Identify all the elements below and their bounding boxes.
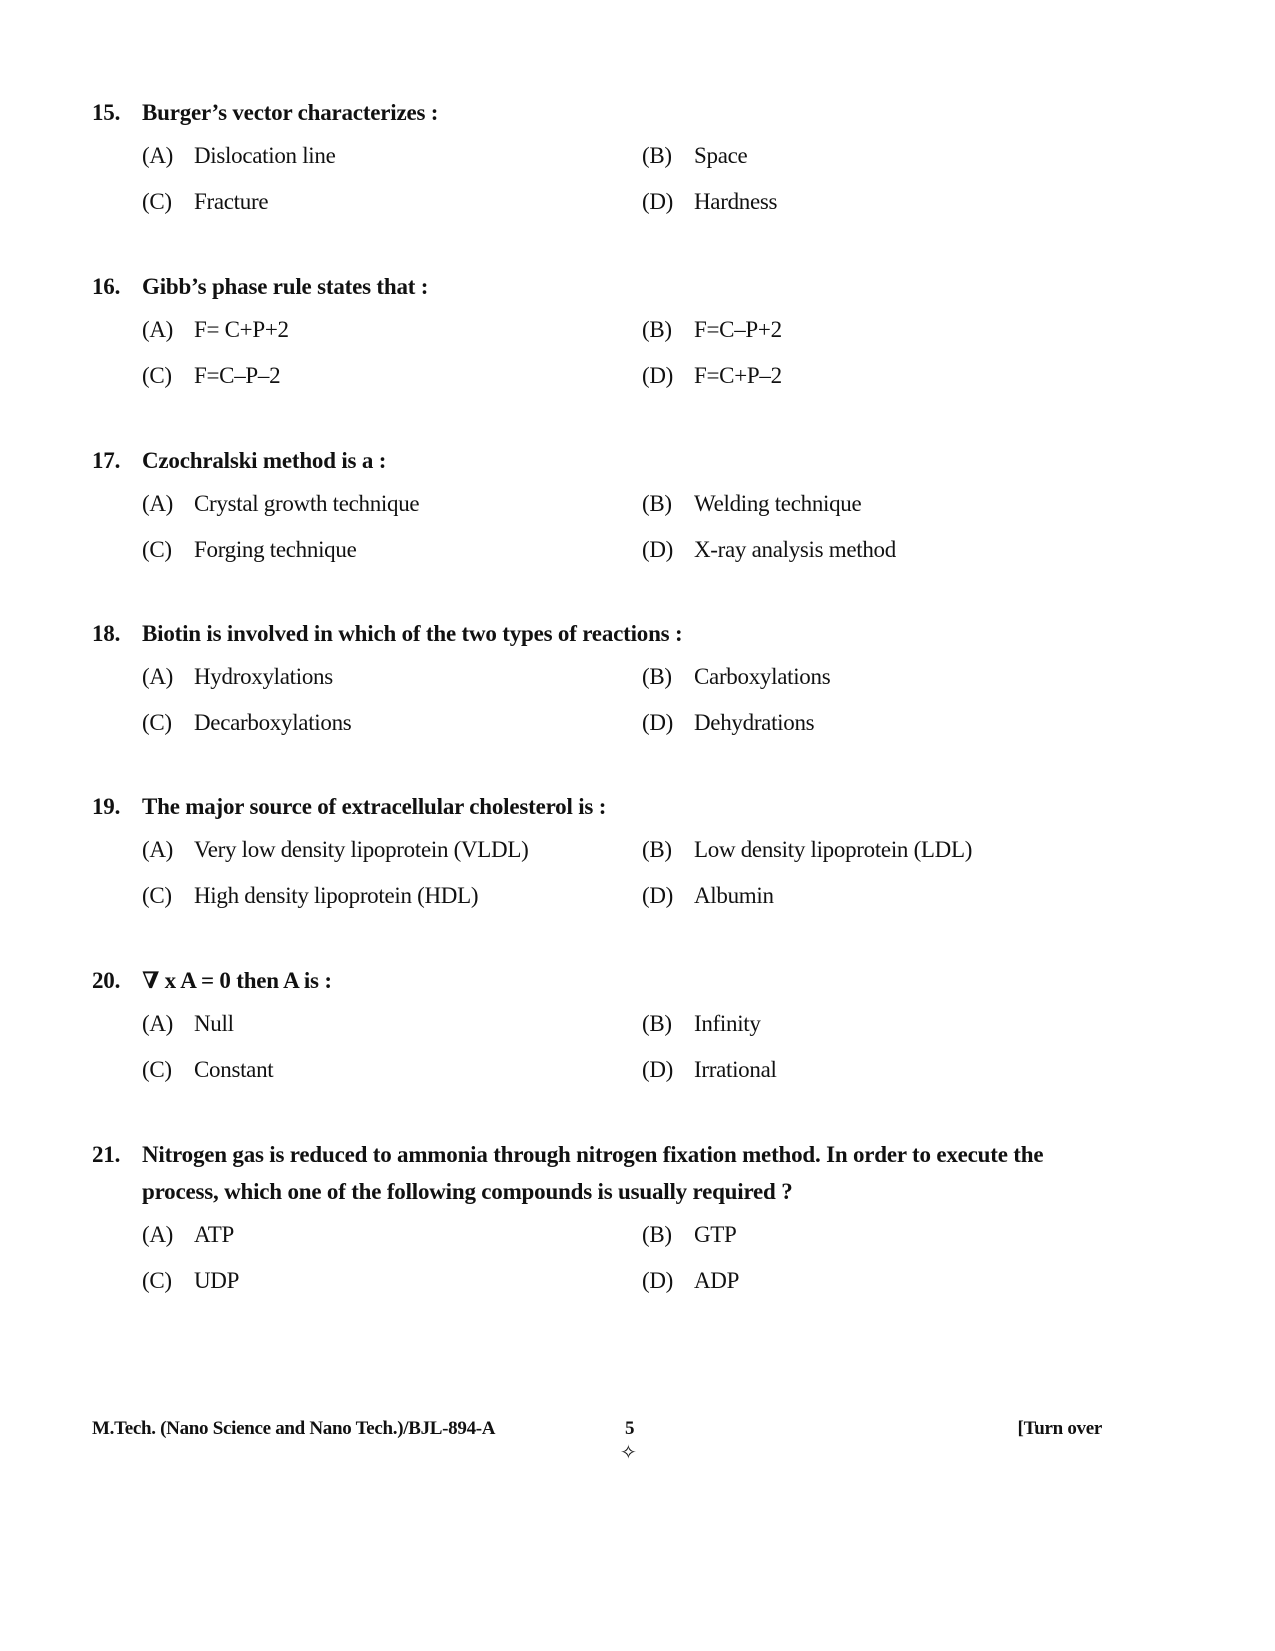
option-c xyxy=(142,700,642,746)
question-16 xyxy=(92,268,1122,399)
question-number: 21. xyxy=(92,1142,121,1167)
option-text: Low density lipoprotein (LDL) xyxy=(694,837,973,862)
option-text: F=C–P+2 xyxy=(694,317,782,342)
option-b xyxy=(642,307,1122,353)
option-row xyxy=(142,1258,1122,1304)
option-c xyxy=(142,873,642,919)
option-text: Forging technique xyxy=(194,537,357,562)
option-row xyxy=(142,1001,1122,1047)
option-letter: (A) xyxy=(142,317,174,342)
option-text: Carboxylations xyxy=(694,664,831,689)
option-text: Albumin xyxy=(694,883,774,908)
option-row xyxy=(142,353,1122,399)
question-header xyxy=(92,94,1122,131)
option-letter: (B) xyxy=(642,664,672,689)
option-text: Constant xyxy=(194,1057,274,1082)
option-text: Dehydrations xyxy=(694,710,815,735)
option-text: UDP xyxy=(194,1268,240,1293)
question-text: ∇ x A = 0 then A is : xyxy=(142,968,332,993)
option-text: ATP xyxy=(194,1222,235,1247)
option-row xyxy=(142,654,1122,700)
option-d xyxy=(642,527,1122,573)
question-text: The major source of extracellular cholesterol is : xyxy=(142,794,607,819)
question-20 xyxy=(92,962,1122,1093)
option-letter: (D) xyxy=(642,1268,674,1293)
option-letter: (C) xyxy=(142,710,172,735)
option-c xyxy=(142,179,642,225)
option-row xyxy=(142,700,1122,746)
question-number: 16. xyxy=(92,274,121,299)
option-d xyxy=(642,353,1122,399)
question-text: Biotin is involved in which of the two types of reactions : xyxy=(142,621,683,646)
exam-code: M.Tech. (Nano Science and Nano Tech.)/BJL-894-A xyxy=(92,1418,496,1439)
page-footer xyxy=(92,1418,1102,1468)
option-b xyxy=(642,481,1122,527)
question-19 xyxy=(92,788,1122,919)
star-ornament-icon: ✧ xyxy=(620,1442,637,1464)
option-text: Decarboxylations xyxy=(194,710,352,735)
option-letter: (C) xyxy=(142,363,172,388)
option-text: F= C+P+2 xyxy=(194,317,289,342)
option-letter: (B) xyxy=(642,143,672,168)
option-row xyxy=(142,481,1122,527)
question-text: Burger’s vector characterizes : xyxy=(142,100,439,125)
option-letter: (C) xyxy=(142,1057,172,1082)
option-b xyxy=(642,654,1122,700)
option-text: ADP xyxy=(694,1268,740,1293)
option-text: F=C–P–2 xyxy=(194,363,281,388)
option-row xyxy=(142,1047,1122,1093)
option-letter: (C) xyxy=(142,537,172,562)
question-text: Czochralski method is a : xyxy=(142,448,387,473)
option-letter: (B) xyxy=(642,837,672,862)
option-text: Fracture xyxy=(194,189,269,214)
question-header xyxy=(92,268,1122,305)
option-text: Space xyxy=(694,143,748,168)
option-text: Dislocation line xyxy=(194,143,336,168)
option-text: Crystal growth technique xyxy=(194,491,420,516)
question-number: 15. xyxy=(92,100,121,125)
option-letter: (D) xyxy=(642,537,674,562)
option-letter: (A) xyxy=(142,1222,174,1247)
option-letter: (A) xyxy=(142,143,174,168)
option-row xyxy=(142,1212,1122,1258)
option-a xyxy=(142,827,642,873)
option-row xyxy=(142,179,1122,225)
option-letter: (A) xyxy=(142,837,174,862)
option-letter: (B) xyxy=(642,317,672,342)
option-d xyxy=(642,179,1122,225)
option-letter: (A) xyxy=(142,1011,174,1036)
question-21 xyxy=(92,1136,1122,1304)
option-text: Null xyxy=(194,1011,234,1036)
option-letter: (D) xyxy=(642,189,674,214)
option-text: Irrational xyxy=(694,1057,777,1082)
option-row xyxy=(142,133,1122,179)
option-letter: (A) xyxy=(142,491,174,516)
option-text: Very low density lipoprotein (VLDL) xyxy=(194,837,529,862)
question-17 xyxy=(92,442,1122,573)
turn-over-note: [Turn over xyxy=(1017,1418,1102,1439)
option-c xyxy=(142,527,642,573)
option-d xyxy=(642,1258,1122,1304)
option-letter: (D) xyxy=(642,710,674,735)
option-letter: (D) xyxy=(642,363,674,388)
option-a xyxy=(142,481,642,527)
option-c xyxy=(142,1258,642,1304)
option-text: Infinity xyxy=(694,1011,761,1036)
question-header xyxy=(92,615,1122,652)
option-text: Welding technique xyxy=(694,491,862,516)
option-text: GTP xyxy=(694,1222,737,1247)
question-15 xyxy=(92,94,1122,225)
option-b xyxy=(642,133,1122,179)
option-row xyxy=(142,527,1122,573)
option-a xyxy=(142,654,642,700)
page-number: 5 xyxy=(625,1418,635,1439)
option-letter: (A) xyxy=(142,664,174,689)
option-a xyxy=(142,307,642,353)
option-d xyxy=(642,700,1122,746)
option-letter: (D) xyxy=(642,883,674,908)
option-d xyxy=(642,873,1122,919)
question-header xyxy=(92,442,1122,479)
question-text: Nitrogen gas is reduced to ammonia through nitrogen fixation method. In order to execute the process, which one of the following compounds is usually required ? xyxy=(142,1142,1044,1204)
option-row xyxy=(142,307,1122,353)
option-text: Hydroxylations xyxy=(194,664,333,689)
option-letter: (C) xyxy=(142,883,172,908)
option-letter: (C) xyxy=(142,189,172,214)
question-header xyxy=(92,788,1122,825)
option-text: F=C+P–2 xyxy=(694,363,782,388)
option-letter: (B) xyxy=(642,491,672,516)
option-b xyxy=(642,1001,1122,1047)
question-number: 20. xyxy=(92,968,121,993)
question-text: Gibb’s phase rule states that : xyxy=(142,274,429,299)
option-b xyxy=(642,1212,1122,1258)
option-c xyxy=(142,1047,642,1093)
option-a xyxy=(142,1001,642,1047)
question-header xyxy=(92,962,1122,999)
option-text: High density lipoprotein (HDL) xyxy=(194,883,479,908)
question-number: 18. xyxy=(92,621,121,646)
option-row xyxy=(142,827,1122,873)
option-letter: (B) xyxy=(642,1011,672,1036)
option-a xyxy=(142,1212,642,1258)
question-18 xyxy=(92,615,1122,746)
question-header xyxy=(92,1136,1122,1210)
question-number: 19. xyxy=(92,794,121,819)
option-letter: (C) xyxy=(142,1268,172,1293)
option-letter: (B) xyxy=(642,1222,672,1247)
option-b xyxy=(642,827,1122,873)
option-letter: (D) xyxy=(642,1057,674,1082)
option-c xyxy=(142,353,642,399)
question-number: 17. xyxy=(92,448,121,473)
option-text: Hardness xyxy=(694,189,778,214)
option-a xyxy=(142,133,642,179)
option-row xyxy=(142,873,1122,919)
option-text: X-ray analysis method xyxy=(694,537,896,562)
option-d xyxy=(642,1047,1122,1093)
